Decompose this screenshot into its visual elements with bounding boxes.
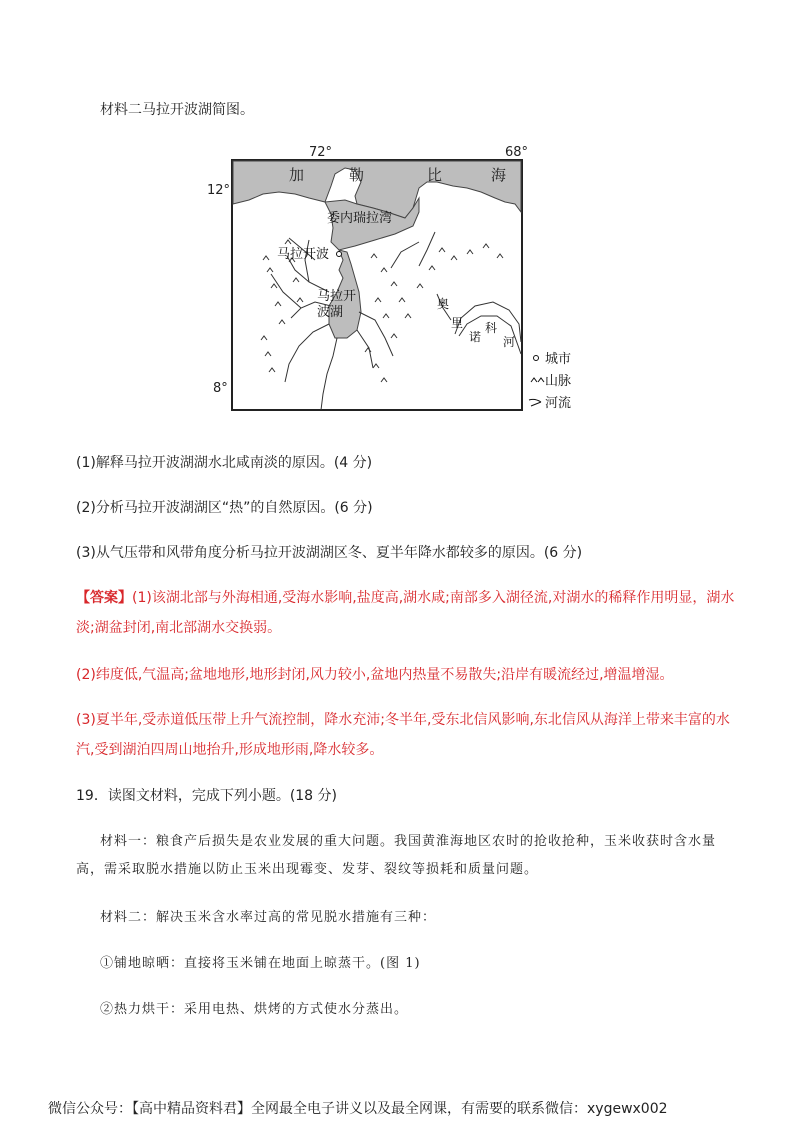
river-icon (529, 399, 541, 406)
legend-label-city: 城市 (545, 352, 572, 367)
lon-label-68: 68° (505, 145, 529, 160)
material-1-line2: 高，需采取脱水措施以防止玉米出现霉变、发芽、裂纹等损耗和质量问题。 (76, 862, 539, 877)
material-item-2: ②热力烘干：采用电热、烘烤的方式使水分蒸出。 (100, 1002, 409, 1017)
material-1-line1: 材料一：粮食产后损失是农业发展的重大问题。我国黄淮海地区农时的抢收抢种，玉米收获时含水量 (100, 834, 717, 849)
city-label: 马拉开波 (277, 247, 330, 262)
lake-maracaibo-map (205, 142, 585, 414)
question-2: (2)分析马拉开波湖湖区“热”的自然原因。(6 分) (76, 500, 373, 516)
lake-label-line1: 马拉开 (317, 289, 357, 304)
river-char-2: 里 (451, 316, 464, 330)
material-2: 材料二：解决玉米含水率过高的常见脱水措施有三种： (100, 910, 437, 925)
answer-3-line2: 汽,受到湖泊四周山地抬升,形成地形雨,降水较多。 (76, 742, 384, 758)
material-intro: 材料二马拉开波湖简图。 (100, 102, 254, 118)
river-char-3: 诺 (469, 330, 482, 344)
question-1: (1)解释马拉开波湖湖水北咸南淡的原因。(4 分) (76, 455, 373, 471)
sea-char-4: 海 (491, 166, 507, 184)
question-19: 19．读图文材料，完成下列小题。(18 分) (76, 788, 338, 804)
sea-char-1: 加 (289, 166, 305, 184)
answer-2: (2)纬度低,气温高;盆地地形,地形封闭,风力较小,盆地内热量不易散失;沿岸有暖流经过,增温增湿。 (76, 667, 674, 683)
lat-label-8: 8° (213, 381, 228, 396)
material-item-1: ①铺地晾晒：直接将玉米铺在地面上晾蒸干。(图 1) (100, 956, 421, 971)
answer-1-line2: 淡;湖盆封闭,南北部湖水交换弱。 (76, 620, 282, 636)
gulf-label: 委内瑞拉湾 (327, 211, 393, 226)
legend-label-mountain: 山脉 (545, 374, 572, 389)
river-char-1: 奥 (437, 297, 450, 311)
city-marker (337, 252, 342, 257)
answer-tag: 【答案】 (76, 590, 132, 606)
answer-3-line1: (3)夏半年,受赤道低压带上升气流控制，降水充沛;冬半年,受东北信风影响,东北信风从海洋上带来丰富的水 (76, 712, 730, 728)
question-3: (3)从气压带和风带角度分析马拉开波湖湖区冬、夏半年降水都较多的原因。(6 分) (76, 545, 583, 561)
river-char-5: 河 (503, 335, 516, 349)
sea-char-2: 勒 (349, 166, 365, 184)
lat-label-12: 12° (207, 183, 231, 198)
legend-label-river: 河流 (545, 396, 572, 411)
answer-1-text: (1)该湖北部与外海相通,受海水影响,盐度高,湖水咸;南部多入湖径流,对湖水的稀释作用明显，湖水 (132, 590, 735, 606)
answer-1-line1 (76, 588, 734, 608)
footer-wechat-note: 微信公众号：【高中精品资料君】全网最全电子讲义以及最全网课，有需要的联系微信：xygewx002 (48, 1101, 668, 1117)
mountain-icon (531, 378, 544, 382)
lon-label-72: 72° (309, 145, 333, 160)
lake-label-line2: 波湖 (317, 305, 344, 320)
sea-char-3: 比 (427, 166, 443, 184)
city-icon (534, 356, 539, 361)
map-legend (529, 352, 571, 411)
river-char-4: 科 (485, 321, 498, 335)
